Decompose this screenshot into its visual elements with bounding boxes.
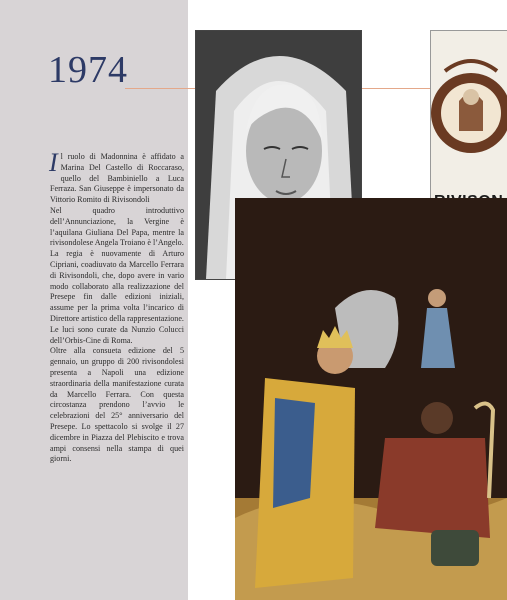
article-text — [49, 148, 184, 465]
page-year-heading: 1974 — [48, 49, 128, 91]
paragraph-1-text: l ruolo di Madonnina è affidato a Marina Del Castello di Roccaraso, quello del Bambiniello a Luca Ferraza. San Giuseppe è impersonato da Vittorio Romito di Rivisondoli — [50, 152, 184, 205]
paragraph-2: Nel quadro introduttivo dell’Annunciazione, la Vergine è l’aquilana Giuliana Del Papa, mentre la rivisondolese Angela Troiano è l’Angelo. — [50, 205, 184, 248]
paragraph-1 — [49, 148, 184, 206]
paragraph-3: La regia è nuovamente di Arturo Cipriani, coadiuvato da Marcello Ferrara di Rivisondoli, che, dopo avere in vario modo collaborato alla realizzazione del Presepe fin dalle edizioni iniziali, assume per la prima volta l’incarico di Direttore artistico della rappresentazione. — [50, 249, 184, 323]
paragraph-5: Oltre alla consueta edizione del 5 gennaio, un gruppo di 200 rivisondolesi presenta a Napoli una edizione straordinaria della manifestazione curata da Marcello Ferrara. Con questa circostanza prendono l’avvio le celebrazioni del 25° anniversario del Presepe. Lo spettacolo si svolge il 27 dicembre in Piazza del Plebiscito e trova ampi consensi nella stampa di quei giorni. — [50, 346, 184, 464]
rivisondoli-poster — [430, 30, 507, 225]
poster-emblem-illustration — [431, 31, 507, 191]
paragraph-4: Le luci sono curate da Nunzio Colucci dell’Orbis-Cine di Roma. — [50, 324, 184, 345]
nativity-scene-photo — [235, 198, 507, 600]
drop-cap: I — [49, 148, 58, 177]
nativity-scene-illustration — [235, 198, 507, 600]
